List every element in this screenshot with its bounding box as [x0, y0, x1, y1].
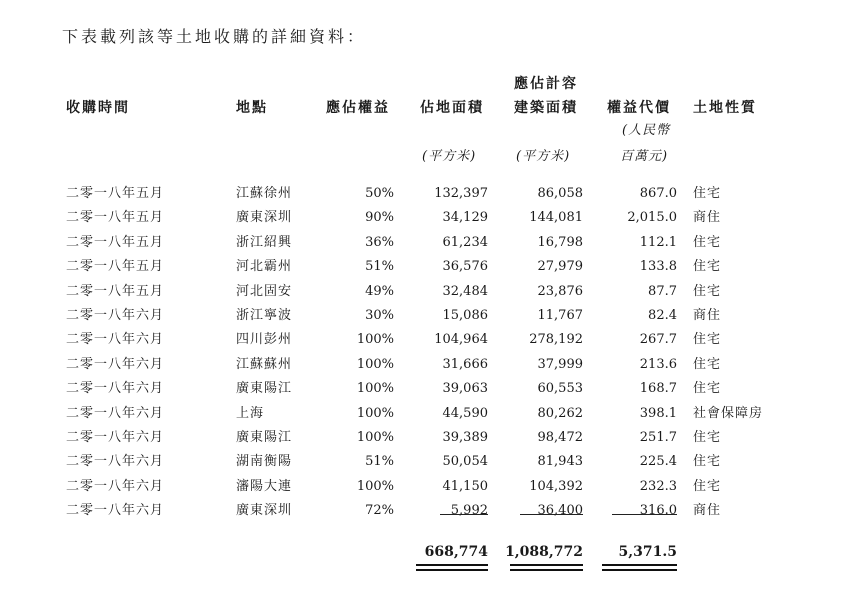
cell-location: 江蘇徐州 [236, 186, 293, 201]
cell-site-area: 39,063 [442, 381, 488, 397]
total-gfa: 1,088,772 [505, 544, 583, 560]
cell-location: 江蘇蘇州 [236, 356, 293, 372]
cell-gfa: 80,262 [537, 405, 583, 421]
cell-date: 二零一八年六月 [66, 405, 165, 421]
total-underline-site-area [416, 564, 488, 571]
cell-land-use: 住宅 [693, 356, 722, 372]
intro-text: 下表載列該等土地收購的詳細資料： [62, 27, 367, 46]
cell-date: 二零一八年六月 [66, 478, 165, 494]
cell-land-use: 住宅 [693, 332, 722, 348]
header-date: 收購時間 [66, 100, 130, 116]
cell-consideration: 112.1 [639, 234, 677, 250]
cell-gfa: 27,979 [537, 259, 583, 275]
cell-gfa: 278,192 [529, 332, 583, 348]
table-row [0, 377, 864, 401]
cell-interest: 30% [365, 308, 394, 323]
total-consideration: 5,371.5 [618, 544, 677, 560]
cell-gfa: 23,876 [537, 283, 583, 299]
cell-land-use: 住宅 [693, 381, 722, 397]
cell-location: 上海 [236, 405, 265, 421]
cell-location: 瀋陽大連 [236, 478, 293, 494]
cell-location: 河北固安 [236, 283, 293, 299]
cell-gfa: 36,400 [537, 503, 583, 519]
cell-consideration: 133.8 [639, 259, 677, 275]
cell-site-area: 50,054 [442, 454, 488, 470]
cell-interest: 49% [365, 283, 394, 299]
cell-gfa: 16,798 [537, 234, 583, 250]
header-consideration: 權益代價 [607, 100, 671, 116]
cell-gfa: 104,392 [529, 478, 583, 494]
cell-interest: 51% [365, 454, 394, 470]
cell-location: 河北霸州 [236, 259, 293, 275]
cell-consideration: 398.1 [639, 405, 677, 421]
cell-land-use: 商住 [693, 210, 722, 226]
cell-consideration: 213.6 [639, 356, 677, 372]
cell-location: 浙江紹興 [236, 234, 293, 250]
unit-consideration-line2: 百萬元) [620, 149, 669, 164]
cell-interest: 50% [365, 186, 394, 201]
table-row [0, 304, 864, 328]
table-row [0, 206, 864, 230]
header-site-area: 佔地面積 [420, 100, 484, 116]
table-row [0, 402, 864, 426]
header-land-use: 土地性質 [693, 100, 757, 116]
cell-date: 二零一八年五月 [66, 283, 165, 299]
cell-interest: 36% [365, 234, 394, 250]
cell-date: 二零一八年六月 [66, 308, 165, 323]
total-underline-consideration [602, 564, 677, 571]
cell-site-area: 15,086 [442, 308, 488, 323]
cell-interest: 100% [356, 381, 394, 397]
cell-interest: 100% [356, 478, 394, 494]
cell-interest: 100% [356, 430, 394, 445]
cell-date: 二零一八年六月 [66, 430, 165, 445]
cell-location: 浙江寧波 [236, 308, 293, 323]
cell-land-use: 住宅 [693, 430, 722, 445]
cell-gfa: 144,081 [529, 210, 583, 226]
cell-consideration: 316.0 [639, 503, 677, 519]
cell-site-area: 31,666 [442, 356, 488, 372]
cell-site-area: 39,389 [442, 430, 488, 445]
cell-location: 湖南衡陽 [236, 454, 293, 470]
cell-land-use: 住宅 [693, 186, 722, 201]
cell-interest: 51% [365, 259, 394, 275]
cell-interest: 72% [365, 503, 394, 519]
cell-site-area: 132,397 [434, 186, 488, 201]
cell-land-use: 住宅 [693, 454, 722, 470]
total-underline-gfa [510, 564, 583, 571]
subtotal-rule-consideration [612, 514, 677, 515]
cell-interest: 90% [365, 210, 394, 226]
unit-site-area: (平方米) [422, 149, 477, 164]
subtotal-rule-site-area [440, 514, 488, 515]
cell-site-area: 61,234 [442, 234, 488, 250]
cell-land-use: 商住 [693, 308, 722, 323]
cell-date: 二零一八年六月 [66, 454, 165, 470]
cell-location: 廣東深圳 [236, 503, 293, 519]
table-row [0, 353, 864, 377]
cell-consideration: 267.7 [639, 332, 677, 348]
cell-consideration: 225.4 [639, 454, 677, 470]
cell-site-area: 32,484 [442, 283, 488, 299]
cell-gfa: 86,058 [537, 186, 583, 201]
cell-site-area: 5,992 [450, 503, 488, 519]
cell-date: 二零一八年六月 [66, 356, 165, 372]
cell-date: 二零一八年六月 [66, 381, 165, 397]
cell-location: 廣東深圳 [236, 210, 293, 226]
cell-site-area: 34,129 [442, 210, 488, 226]
cell-gfa: 37,999 [537, 356, 583, 372]
cell-location: 廣東陽江 [236, 381, 293, 397]
table-row [0, 499, 864, 523]
cell-consideration: 232.3 [639, 478, 677, 494]
cell-land-use: 住宅 [693, 259, 722, 275]
table-row [0, 255, 864, 279]
total-site-area: 668,774 [424, 544, 488, 560]
table-row [0, 182, 864, 206]
cell-land-use: 住宅 [693, 283, 722, 299]
table-row [0, 231, 864, 255]
table-row [0, 450, 864, 474]
table-row [0, 426, 864, 450]
cell-date: 二零一八年五月 [66, 234, 165, 250]
subtotal-rule-gfa [520, 514, 583, 515]
cell-date: 二零一八年六月 [66, 332, 165, 348]
cell-consideration: 867.0 [639, 186, 677, 201]
cell-site-area: 41,150 [442, 478, 488, 494]
cell-date: 二零一八年六月 [66, 503, 165, 519]
cell-consideration: 87.7 [648, 283, 677, 299]
unit-consideration-line1: (人民幣 [622, 123, 671, 138]
cell-site-area: 104,964 [434, 332, 488, 348]
cell-site-area: 44,590 [442, 405, 488, 421]
cell-consideration: 168.7 [639, 381, 677, 397]
cell-consideration: 2,015.0 [627, 210, 677, 226]
cell-date: 二零一八年五月 [66, 186, 165, 201]
cell-land-use: 商住 [693, 503, 722, 519]
table-row [0, 475, 864, 499]
header-gfa-line2: 建築面積 [514, 100, 578, 116]
cell-gfa: 11,767 [537, 308, 583, 323]
cell-land-use: 住宅 [693, 478, 722, 494]
cell-date: 二零一八年五月 [66, 259, 165, 275]
cell-location: 廣東陽江 [236, 430, 293, 445]
cell-consideration: 82.4 [648, 308, 677, 323]
cell-interest: 100% [356, 332, 394, 348]
header-location: 地點 [236, 100, 268, 116]
table-row [0, 280, 864, 304]
cell-date: 二零一八年五月 [66, 210, 165, 226]
cell-gfa: 60,553 [537, 381, 583, 397]
cell-interest: 100% [356, 405, 394, 421]
cell-location: 四川彭州 [236, 332, 293, 348]
header-interest: 應佔權益 [326, 100, 390, 116]
cell-interest: 100% [356, 356, 394, 372]
cell-gfa: 81,943 [537, 454, 583, 470]
table-row [0, 328, 864, 352]
cell-land-use: 住宅 [693, 234, 722, 250]
cell-site-area: 36,576 [442, 259, 488, 275]
cell-consideration: 251.7 [639, 430, 677, 445]
cell-gfa: 98,472 [537, 430, 583, 445]
header-gfa-line1: 應佔計容 [514, 76, 578, 92]
unit-gfa: (平方米) [516, 149, 571, 164]
cell-land-use: 社會保障房 [693, 405, 764, 421]
